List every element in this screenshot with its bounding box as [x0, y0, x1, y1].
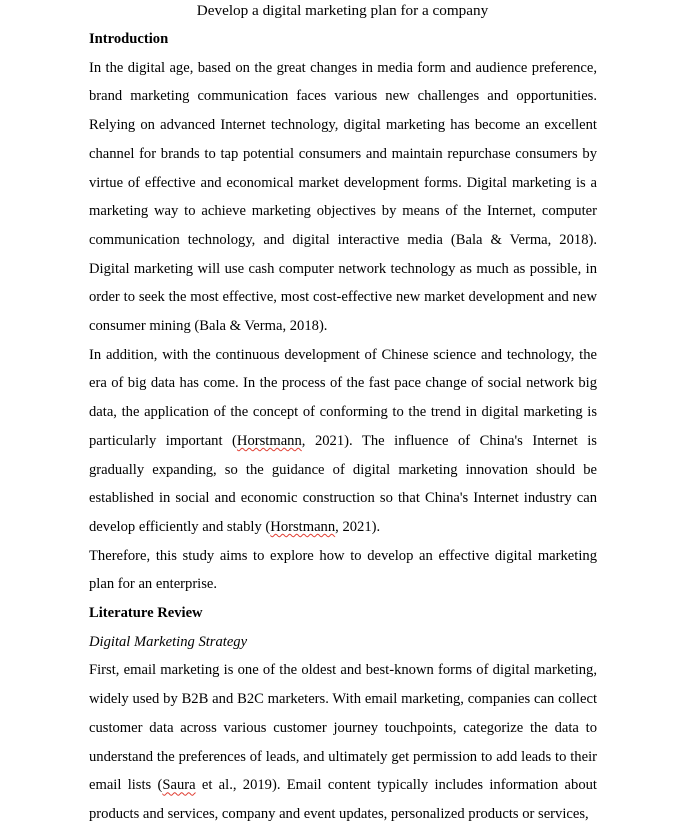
spellcheck-underline-horstmann-1[interactable]: Horstmann	[236, 432, 302, 449]
intro-paragraph-2-part-a: In addition, with the continuous development of Chinese science and technology, the era of big data has come. In the process of the fast pace change of social network big data, the application of the concept of conforming to the trend in digital marketing is particularly important (	[89, 346, 597, 449]
lit-review-paragraph-1-part-a: First, email marketing is one of the oldest and best-known forms of digital marketing, widely used by B2B and B2C marketers. With email marketing, companies can collect customer data across various customer journey touchpoints, categorize the data to understand the preferences of leads, and ultimately get permission to add leads to their email lists (	[89, 662, 597, 794]
intro-paragraph-2-part-b: , 2021). The influence of China's Internet is gradually expanding, so the guidance of digital marketing innovation should be established in social and economic construction so that China's Internet industry can develop efficiently and stably (	[89, 432, 597, 535]
intro-paragraph-2-part-c: , 2021).	[335, 518, 381, 535]
spellcheck-underline-saura[interactable]: Saura	[162, 777, 196, 794]
subheading-digital-marketing-strategy: Digital Marketing Strategy	[89, 633, 248, 650]
document-body	[89, 25, 597, 829]
lit-review-paragraph-1	[89, 656, 597, 828]
intro-paragraph-1: In the digital age, based on the great changes in media form and audience preference, brand marketing communication faces various new challenges and opportunities. Relying on advanced Internet technology, digital marketing has become an excellent channel for brands to tap potential consumers and maintain repurchase consumers by virtue of effective and economical market development forms. Digital marketing is a marketing way to achieve marketing objectives by means of the Internet, computer communication technology, and digital interactive media (Bala & Verma, 2018). Digital marketing will use cash computer network technology as much as possible, in order to seek the most effective, most cost-effective new market development and new consumer mining (Bala & Verma, 2018).	[89, 59, 597, 335]
lit-review-paragraph-1-part-b: et al., 2019). Email content typically includes information about products and services, company and event updates, personalized products or services,	[89, 777, 597, 822]
intro-paragraph-2	[89, 341, 597, 542]
spellcheck-underline-horstmann-2[interactable]: Horstmann	[270, 518, 336, 535]
intro-paragraph-3: Therefore, this study aims to explore how to develop an effective digital marketing plan for an enterprise.	[89, 547, 597, 593]
heading-literature-review: Literature Review	[89, 605, 203, 622]
heading-introduction: Introduction	[89, 31, 169, 47]
document-title: Develop a digital marketing plan for a company	[196, 2, 489, 19]
